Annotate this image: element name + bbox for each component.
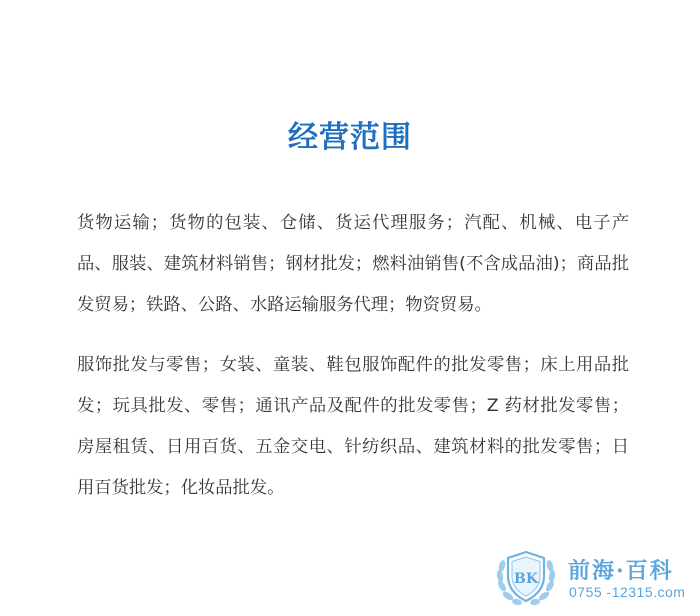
page-title: 经营范围 (288, 120, 412, 155)
business-scope-content (77, 203, 629, 528)
emblem-letters: BK (513, 571, 539, 587)
watermark-name: 前海·百科 (568, 558, 674, 584)
watermark-phone: 0755 -12315.com (569, 584, 686, 600)
paragraph-2: 服饰批发与零售；女装、童装、鞋包服饰配件的批发零售；床上用品批发；玩具批发、零售；通讯产品及配件的批发零售；Z 药材批发零售；房屋租赁、日用百货、五金交电、针纺织品、建筑材料的批发零售；日用百货批发；化妆品批发。 (77, 355, 629, 498)
paragraph-1: 货物运输；货物的包装、仓储、货运代理服务；汽配、机械、电子产品、服装、建筑材料销售；钢材批发；燃料油销售(不含成品油)；商品批发贸易；铁路、公路、水路运输服务代理；物资贸易。 (77, 213, 629, 315)
laurel-shield-emblem-icon (492, 546, 560, 610)
watermark-logo (492, 546, 692, 610)
